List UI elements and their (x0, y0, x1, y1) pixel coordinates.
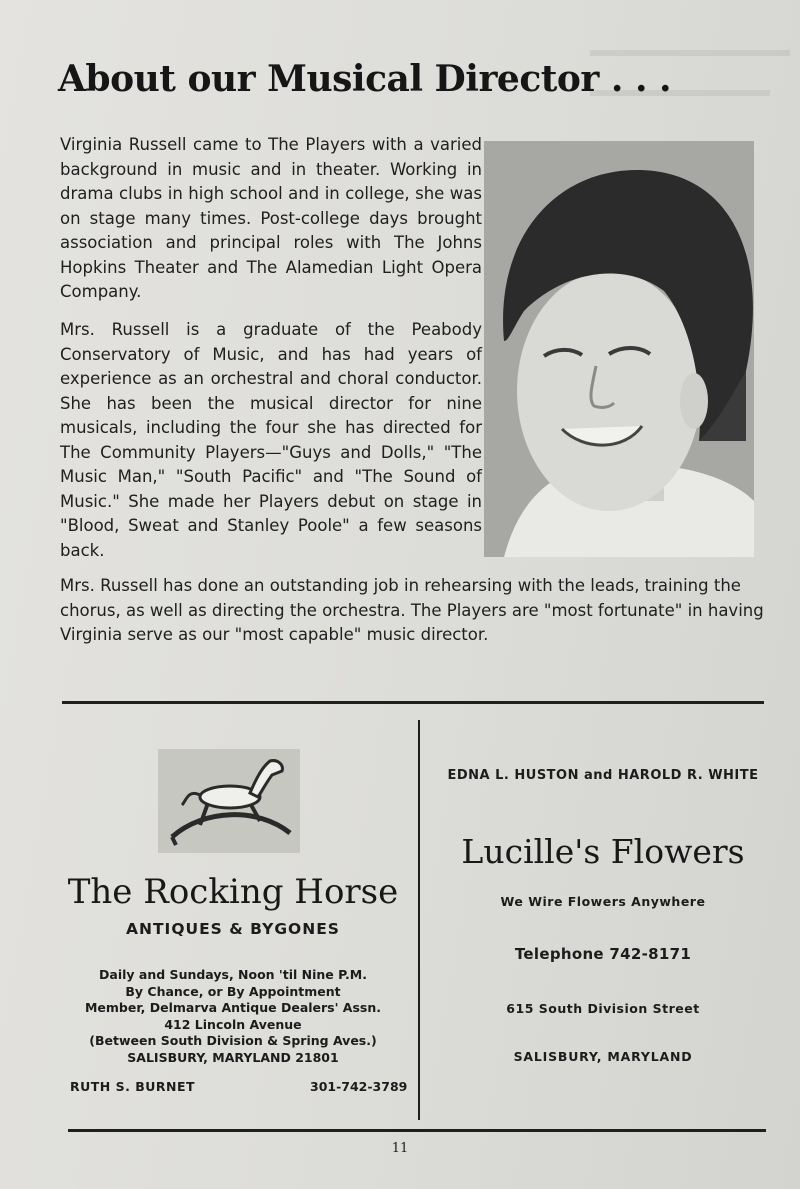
bio-paragraph-2: Mrs. Russell is a graduate of the Peabody Conservatory of Music, and has had years of experience as an orchestral and choral conductor. She has been the musical director for nine musicals, including the four she has directed for The Community Players—"Guys and Dolls," "The Music Man," "South Pacific" and "The Sound of Music." She made her Players debut on stage in "Blood, Sweat and Stanley Poole" a few seasons back. (60, 320, 482, 560)
rocking-horse-subtitle: ANTIQUES & BYGONES (126, 920, 340, 938)
lucilles-owners: EDNA L. HUSTON and HAROLD R. WHITE (447, 768, 759, 783)
info-line-membership: Member, Delmarva Antique Dealers' Assn. (84, 1000, 382, 1015)
rocking-horse-illustration (158, 749, 300, 853)
info-line-city: SALISBURY, MARYLAND 21801 (127, 1049, 339, 1065)
info-line-cross-streets: (Between South Division & Spring Aves.) (89, 1033, 377, 1048)
divider-bottom (68, 1129, 766, 1132)
director-portrait-photo (484, 141, 754, 557)
rocking-horse-icon (158, 749, 300, 853)
page-number: 11 (391, 1141, 409, 1156)
portrait-icon (484, 141, 754, 557)
lucilles-name: Lucille's Flowers (461, 832, 745, 871)
bio-paragraph-3: Mrs. Russell has done an outstanding job in rehearsing with the leads, training the chorus, as well as directing the orchestra. The Players are "most fortunate" in having Virginia serve as our "most capable" music director. (60, 576, 764, 644)
info-line-hours: Daily and Sundays, Noon 'til Nine P.M. (99, 967, 367, 982)
bio-paragraph-1: Virginia Russell came to The Players with a varied background in music and in theater. Working in drama clubs in high school and in college, she was on stage many times. Post-college days brought association and principal roles with The Johns Hopkins Theater and The Alamedian Light Opera Company. (60, 135, 482, 301)
rocking-horse-name: The Rocking Horse (67, 872, 399, 912)
info-line-appointment: By Chance, or By Appointment (125, 983, 341, 999)
info-line-address: 412 Lincoln Avenue (164, 1016, 302, 1032)
page-title: About our Musical Director . . . (58, 58, 672, 101)
rocking-horse-info (66, 967, 400, 1066)
lucilles-tagline: We Wire Flowers Anywhere (500, 894, 706, 909)
lucilles-city: SALISBURY, MARYLAND (513, 1049, 693, 1064)
lucilles-telephone: Telephone 742-8171 (514, 945, 692, 963)
rocking-horse-owner: RUTH S. BURNET (70, 1079, 196, 1094)
divider-top (62, 701, 764, 704)
divider-vertical (418, 720, 420, 1120)
rocking-horse-phone: 301-742-3789 (310, 1079, 408, 1094)
lucilles-address: 615 South Division Street (506, 1001, 700, 1016)
